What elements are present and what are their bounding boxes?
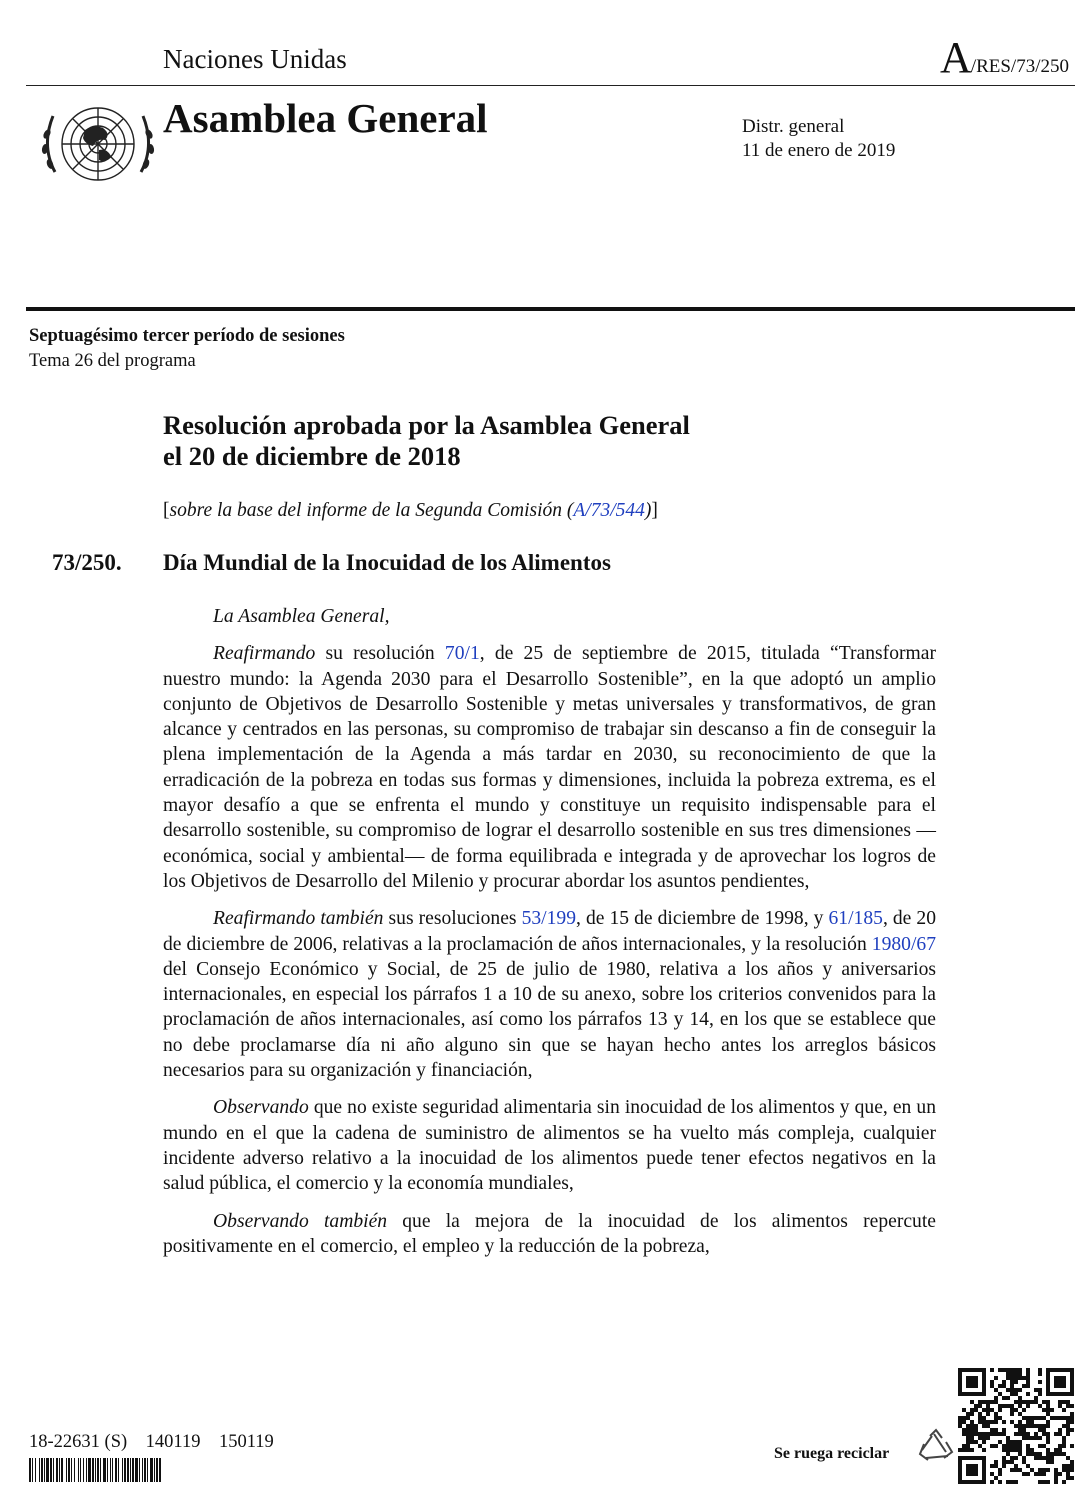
basis-close-bracket: ] [651, 500, 658, 521]
paragraph-2 [163, 906, 936, 1083]
paragraph-4-text: que la mejora de la inocuidad de los alimentos repercute positivamente en el comercio, el empleo y la reducción de la pobreza, [163, 1210, 936, 1257]
report-basis [163, 500, 658, 522]
basis-close-paren: ) [644, 500, 652, 521]
paragraph-1-text-b: , de 25 de septiembre de 2015, titulada “Transformar nuestro mundo: la Agenda 2030 para el Desarrollo Sostenible”, en la que adoptó un amplio conjunto de Objetivos de Desarrollo Sostenible y metas universales y transformativos, de gran alcance y centrados en las personas, su compromiso de trabajar sin descanso a fin de conseguir la plena implementación de la Agenda a más tardar en 2030, su reconocimiento de que la erradicación de la pobreza en todas sus formas y dimensiones, incluida la pobreza extrema, es el mayor desafío a que se enfrenta el mundo y constituye un requisito indispensable para el desarrollo sostenible, su compromiso de lograr el desarrollo sostenible en sus tres dimensiones —económica, social y ambiental— de forma equilibrada e integrada y de aprovechar los logros de los Objetivos de Desarrollo del Milenio y procurar abordar los asuntos pendientes, [163, 643, 936, 892]
paragraph-3 [163, 1095, 936, 1196]
distribution-type: Distr. general [742, 116, 845, 137]
resolution-link-1980-67[interactable]: 1980/67 [871, 933, 936, 955]
resolution-heading [163, 410, 690, 472]
preamble-opening [163, 604, 936, 629]
qr-code-icon [958, 1368, 1074, 1484]
resolution-link-53-199[interactable]: 53/199 [521, 908, 577, 930]
resolution-name: Día Mundial de la Inocuidad de los Alimentos [163, 550, 611, 575]
paragraph-2-text-c: , de 20 de diciembre de 2006, relativas a la proclamación de años internacionales, y la resolución [163, 908, 936, 955]
resolution-body [163, 604, 936, 1271]
header-thick-rule [26, 307, 1075, 311]
barcode-icon [29, 1458, 243, 1482]
basis-text: sobre la base del informe de la Segunda Comisión ( [169, 500, 574, 521]
recycle-icon [916, 1428, 956, 1468]
recycle-text: Se ruega reciclar [774, 1445, 890, 1462]
paragraph-3-lead: Observando [213, 1097, 309, 1119]
paragraph-2-text-b: , de 15 de diciembre de 1998, y [576, 908, 829, 930]
un-emblem-icon [33, 94, 163, 204]
paragraph-1-lead: Reafirmando [213, 643, 316, 665]
paragraph-2-lead: Reafirmando también [213, 908, 384, 930]
agenda-item: Tema 26 del programa [29, 351, 196, 371]
paragraph-3-text: que no existe seguridad alimentaria sin inocuidad de los alimentos y que, en un mundo en el que la cadena de suministro de alimentos se ha vuelto más compleja, cualquier incidente adverso relativo a la inocuidad de los alimentos puede tener efectos negativos en la salud pública, el comercio y la economía mundiales, [163, 1097, 936, 1195]
distribution-date: 11 de enero de 2019 [742, 140, 896, 161]
resolution-link-61-185[interactable]: 61/185 [828, 908, 883, 930]
paragraph-1-text-a: su resolución [315, 643, 445, 665]
resolution-heading-line2: el 20 de diciembre de 2018 [163, 441, 461, 471]
preamble-opening-text: La Asamblea General, [213, 606, 390, 627]
distribution-block [742, 115, 895, 163]
resolution-link-70-1[interactable]: 70/1 [444, 643, 480, 665]
document-symbol [940, 32, 1069, 83]
report-link[interactable]: A/73/544 [573, 500, 645, 521]
document-code: 18-22631 (S) 140119 150119 [29, 1432, 274, 1452]
symbol-number: /RES/73/250 [970, 56, 1069, 77]
header-rule [26, 85, 1075, 86]
basis-open-bracket: [ [163, 500, 170, 521]
paragraph-4-lead: Observando también [213, 1210, 388, 1232]
resolution-heading-line1: Resolución aprobada por la Asamblea General [163, 410, 690, 440]
organization-name: Naciones Unidas [163, 44, 347, 74]
resolution-number: 73/250. [52, 550, 122, 575]
paragraph-1 [163, 641, 936, 894]
paragraph-4 [163, 1209, 936, 1260]
session-block [29, 324, 345, 374]
paragraph-2-text-a: sus resoluciones [383, 908, 522, 930]
assembly-title: Asamblea General [163, 95, 488, 141]
symbol-letter: A [940, 33, 971, 82]
paragraph-2-text-d: del Consejo Económico y Social, de 25 de julio de 1980, relativa a los años y aniversarios internacionales, en especial los párrafos 1 a 10 de su anexo, sobre los criterios convenidos para la proclamación de años internacionales, así como los párrafos 13 y 14, en los que se establece que no debe proclamarse día ni año alguno sin que se hayan hecho antes los arreglos básicos necesarios para su organización y financiación, [163, 958, 936, 1082]
session-title: Septuagésimo tercer período de sesiones [29, 326, 345, 346]
